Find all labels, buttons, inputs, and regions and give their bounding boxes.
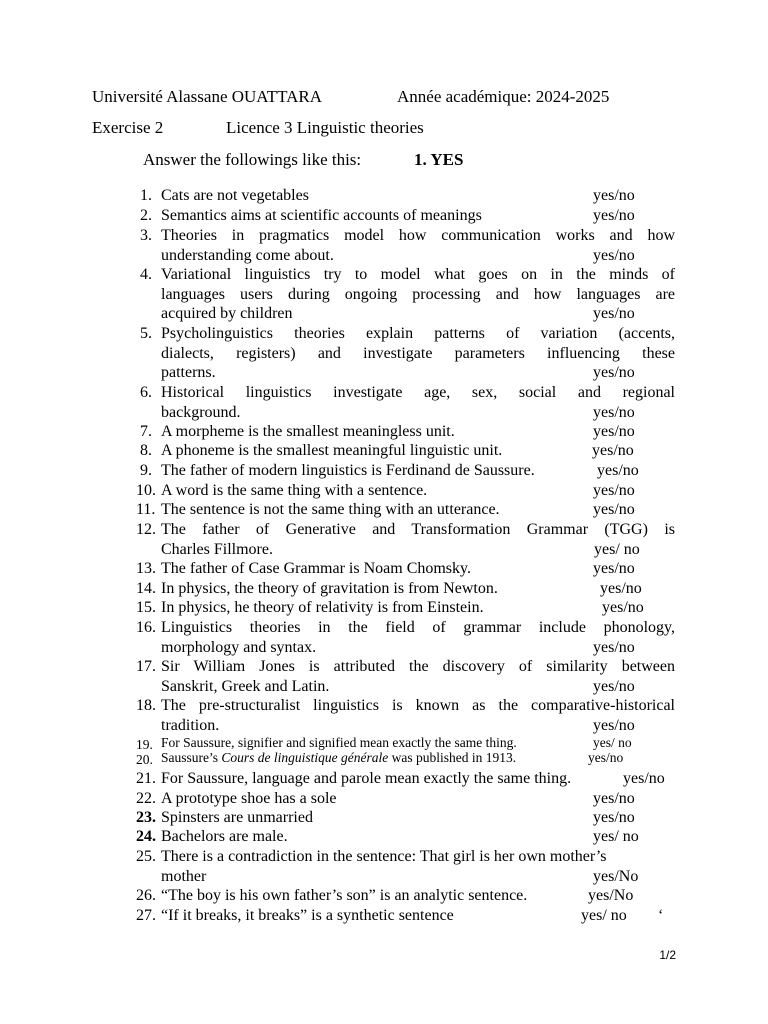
answer-option[interactable]: yes/No (593, 867, 639, 885)
question-line: background. (161, 403, 241, 421)
instruction-text: Answer the followings like this: (143, 150, 362, 169)
question-number: 20. (136, 752, 153, 767)
question-line: languages users during ongoing processing and how languages are (161, 285, 675, 303)
question-number: 8. (140, 442, 152, 459)
answer-option[interactable]: yes/no (593, 423, 635, 440)
question-number: 11. (136, 501, 156, 518)
answer-option[interactable]: yes/no (602, 599, 644, 616)
question-number: 19. (136, 737, 153, 752)
question-number: 2. (140, 207, 152, 224)
question-line: “If it breaks, it breaks” is a synthetic sentence (161, 907, 454, 924)
question-line: Bachelors are male. (161, 828, 288, 845)
answer-option[interactable]: yes/no (592, 442, 634, 459)
question-number: 27. (136, 907, 156, 924)
answer-option[interactable]: yes/no (593, 560, 635, 577)
exercise-label: Exercise 2 (92, 118, 164, 137)
answer-option[interactable]: yes/no (593, 716, 635, 734)
answer-option[interactable]: yes/ no (581, 907, 627, 924)
answer-option[interactable]: yes/no (600, 580, 642, 597)
answer-option[interactable]: yes/no (593, 790, 635, 807)
question-line: The father of modern linguistics is Ferdinand de Saussure. (161, 462, 535, 479)
question-number: 10. (136, 482, 156, 499)
answer-option[interactable]: yes/no (593, 364, 635, 381)
question-line: “The boy is his own father’s son” is an analytic sentence. (161, 887, 528, 904)
question-text-part: was published in 1913. (388, 750, 517, 765)
question-text-part: Saussure’s (161, 750, 222, 765)
question-line: Theories in pragmatics model how communication works and how (161, 227, 675, 244)
question-line: A morpheme is the smallest meaningless unit. (161, 423, 455, 440)
question-line: tradition. (161, 716, 220, 734)
answer-option[interactable]: yes/no (593, 482, 635, 499)
question-line: Linguistics theories in the field of grammar include phonology, (161, 619, 675, 636)
instruction-example: 1. YES (414, 150, 464, 169)
answer-option[interactable]: yes/ no (593, 828, 639, 845)
question-number: 13. (136, 560, 156, 577)
question-text (161, 598, 675, 618)
university-name: Université Alassane OUATTARA (92, 87, 322, 106)
question-line: mother (161, 867, 207, 885)
question-line: For Saussure, language and parole mean exactly the same thing. (161, 770, 572, 787)
question-line: Variational linguistics try to model what goes on in the minds of (161, 266, 675, 283)
question-number: 23. (136, 809, 156, 826)
question-line: dialects, registers) and investigate parameters influencing these (161, 344, 675, 362)
answer-option[interactable]: yes/No (588, 887, 634, 904)
question-line: Psycholinguistics theories explain patterns of variation (accents, (161, 325, 675, 342)
answer-option[interactable]: yes/no (623, 770, 665, 787)
question-number: 26. (136, 887, 156, 904)
trailing-mark: ‘ (658, 907, 664, 924)
answer-option[interactable]: yes/no (593, 501, 635, 518)
question-line: In physics, he theory of relativity is from Einstein. (161, 599, 484, 616)
question-line: understanding come about. (161, 246, 334, 264)
question-line: A prototype shoe has a sole (161, 790, 337, 807)
answer-option[interactable]: yes/no (593, 403, 635, 421)
question-number: 25. (136, 848, 156, 865)
answer-option[interactable]: yes/no (597, 462, 639, 479)
answer-option[interactable]: yes/no (593, 638, 635, 656)
question-number: 1. (140, 187, 152, 204)
question-line: The sentence is not the same thing with an utterance. (161, 501, 500, 518)
page-number: 1/2 (659, 948, 676, 962)
question-line: Sanskrit, Greek and Latin. (161, 677, 330, 695)
question-number: 24. (136, 828, 156, 845)
question-line: There is a contradiction in the sentence: That girl is her own mother’s (161, 848, 607, 865)
answer-option[interactable]: yes/no (593, 677, 635, 695)
question-text (161, 769, 675, 789)
book-title: Cours de linguistique générale (221, 750, 389, 765)
question-number: 18. (136, 697, 156, 714)
question-number: 7. (140, 423, 152, 440)
question-line: Semantics aims at scientific accounts of meanings (161, 207, 482, 224)
question-number: 6. (140, 384, 152, 401)
question-line: Historical linguistics investigate age, sex, social and regional (161, 384, 675, 401)
answer-option[interactable]: yes/no (593, 809, 635, 826)
question-number: 17. (136, 658, 156, 675)
question-line: A word is the same thing with a sentence. (161, 482, 428, 499)
answer-option[interactable]: yes/no (593, 207, 635, 224)
question-line: patterns. (161, 364, 216, 381)
question-number: 21. (136, 770, 156, 787)
question-text (161, 579, 675, 599)
question-number: 9. (140, 462, 152, 479)
academic-year: Année académique: 2024-2025 (397, 87, 610, 106)
question-line: The pre-structuralist linguistics is known as the comparative-historical (161, 697, 675, 714)
question-line: For Saussure, signifier and signified mean exactly the same thing. (161, 735, 517, 750)
answer-option[interactable]: yes/no (593, 305, 635, 322)
question-line: In physics, the theory of gravitation is from Newton. (161, 580, 498, 597)
question-number: 22. (136, 790, 156, 807)
answer-option[interactable]: yes/no (588, 750, 624, 765)
question-line: Cats are not vegetables (161, 187, 309, 204)
question-line: acquired by children (161, 305, 293, 322)
question-number: 15. (136, 599, 156, 616)
question-number: 5. (140, 325, 152, 342)
answer-option[interactable]: yes/ no (594, 540, 640, 558)
question-line: Spinsters are unmarried (161, 809, 313, 826)
question-line: Sir William Jones is attributed the discovery of similarity between (161, 658, 675, 675)
course-label: Licence 3 Linguistic theories (226, 118, 424, 137)
question-number: 12. (136, 521, 156, 538)
question-number: 4. (140, 266, 152, 283)
question-line: The father of Generative and Transformation Grammar (TGG) is (161, 521, 675, 538)
question-line: A phoneme is the smallest meaningful linguistic unit. (161, 442, 503, 459)
question-line: Charles Fillmore. (161, 540, 273, 558)
answer-option[interactable]: yes/ no (593, 735, 632, 750)
answer-option[interactable]: yes/no (593, 187, 635, 204)
question-number: 3. (140, 227, 152, 244)
answer-option[interactable]: yes/no (593, 246, 635, 264)
question-number: 16. (136, 619, 156, 636)
question-line: The father of Case Grammar is Noam Chomsky. (161, 560, 471, 577)
question-number: 14. (136, 580, 156, 597)
question-line: morphology and syntax. (161, 638, 317, 656)
